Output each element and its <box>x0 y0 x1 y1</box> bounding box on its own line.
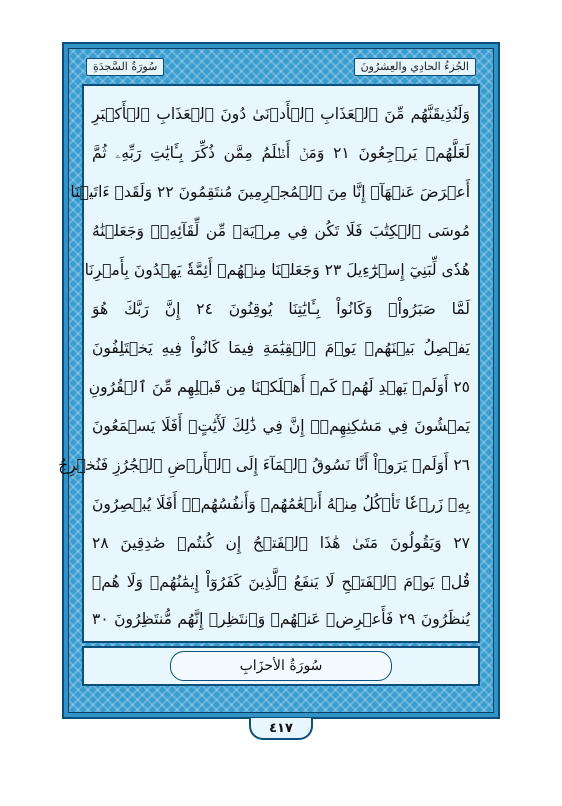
surah-banner <box>82 646 480 686</box>
juz-label: الجُزءُ الحادِي والعِشرُونَ <box>354 58 476 76</box>
verse-line: لَمَّا صَبَرُواْۖ وَكَانُواْ بِـَٔايَٰتِنَا يُوقِنُونَ ٢٤ إِنَّ رَبَّكَ هُوَ <box>92 300 470 318</box>
verse-line: وَلَنُذِيقَنَّهُم مِّنَ ٱلۡعَذَابِ ٱلۡأَدۡنَىٰ دُونَ ٱلۡعَذَابِ ٱلۡأَكۡبَرِ <box>92 105 470 123</box>
verse-line: لَعَلَّهُمۡ يَرۡجِعُونَ ٢١ وَمَنۡ أَظۡلَمُ مِمَّن ذُكِّرَ بِـَٔايَٰتِ رَبِّهِۦ ثُمَّ <box>92 144 470 162</box>
verse-line: يَمۡشُونَ فِي مَسَٰكِنِهِمۡۚ إِنَّ فِي ذَٰلِكَ لَأٓيَٰتٍۚ أَفَلَا يَسۡمَعُونَ <box>92 417 470 435</box>
verse-line: هُدٗى لِّبَنِيٓ إِسۡرَٰٓءِيلَ ٢٣ وَجَعَلۡنَا مِنۡهُمۡ أَئِمَّةٗ يَهۡدُونَ بِأَمۡرِنَا <box>84 261 470 279</box>
verse-line: ٢٧ وَيَقُولُونَ مَتَىٰ هَٰذَا ٱلۡفَتۡحُ إِن كُنتُمۡ صَٰدِقِينَ ٢٨ <box>92 534 470 552</box>
verse-line: يُنظَرُونَ ٢٩ فَأَعۡرِضۡ عَنۡهُمۡ وَٱنتَظِرۡ إِنَّهُم مُّنتَظِرُونَ ٣٠ <box>92 610 471 628</box>
verse-line: ٢٦ أَوَلَمۡ يَرَوۡاْ أَنَّا نَسُوقُ ٱلۡمَآءَ إِلَى ٱلۡأَرۡضِ ٱلۡجُرُزِ فَنُخۡرِجُ <box>58 456 470 474</box>
page-header <box>86 58 476 76</box>
verse-line: يَفۡصِلُ بَيۡنَهُمۡ يَوۡمَ ٱلۡقِيَٰمَةِ فِيمَا كَانُواْ فِيهِ يَخۡتَلِفُونَ <box>92 339 470 357</box>
verse-line: بِهِۦ زَرۡعٗا تَأۡكُلُ مِنۡهُ أَنۡعَٰمُهُمۡ وَأَنفُسُهُمۡۚ أَفَلَا يُبۡصِرُونَ <box>92 495 470 513</box>
surah-banner-title: سُورَةُ الأحزَابِ <box>170 651 392 681</box>
page-number: ٤١٧ <box>249 718 313 740</box>
verse-text-area <box>58 84 480 643</box>
verse-line: ٢٥ أَوَلَمۡ يَهۡدِ لَهُمۡ كَمۡ أَهۡلَكۡنَا مِن قَبۡلِهِم مِّنَ ٱلۡقُرُونِ <box>88 378 470 396</box>
verse-line: أَعۡرَضَ عَنۡهَآۚ إِنَّا مِنَ ٱلۡمُجۡرِمِينَ مُنتَقِمُونَ ٢٢ وَلَقَدۡ ءَاتَيۡنَا <box>70 183 470 201</box>
surah-name-label: سُورَةُ السَّجدَةِ <box>86 58 164 76</box>
verse-line: مُوسَى ٱلۡكِتَٰبَ فَلَا تَكُن فِي مِرۡيَةٖ مِّن لِّقَآئِهِۦۖ وَجَعَلۡنَٰهُ <box>92 222 470 240</box>
page-frame <box>58 42 500 719</box>
verse-line: قُلۡ يَوۡمَ ٱلۡفَتۡحِ لَا يَنفَعُ ٱلَّذِينَ كَفَرُوٓاْ إِيمَٰنُهُمۡ وَلَا هُمۡ <box>92 573 470 591</box>
